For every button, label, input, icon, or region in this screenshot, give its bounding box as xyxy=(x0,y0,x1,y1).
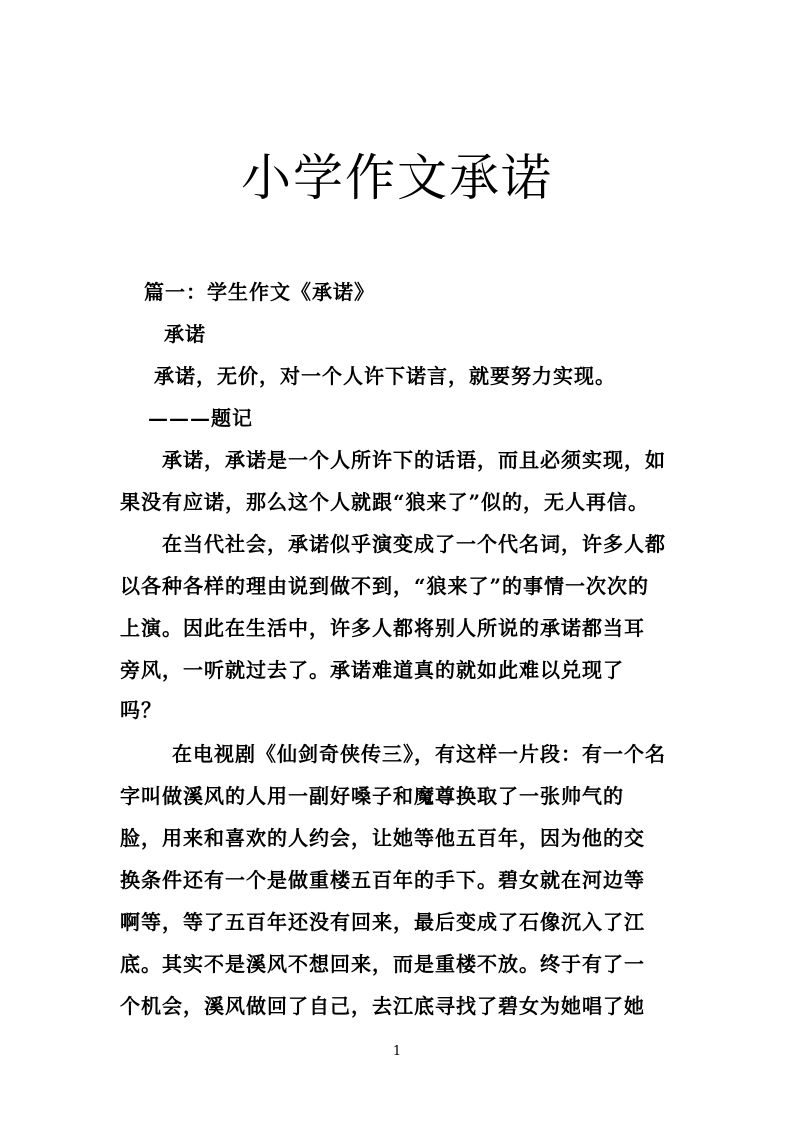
page-number: 1 xyxy=(392,1044,402,1059)
document-title: 小学作文承诺 xyxy=(241,149,553,207)
body-line: 吗？ xyxy=(120,698,162,722)
body-line: 以各种各样的理由说到做不到，“狼来了”的事情一次次的 xyxy=(120,574,650,598)
body-line: 底。其实不是溪风不想回来，而是重楼不放。终于有了一 xyxy=(120,952,645,976)
section-heading: 篇一：学生作文《承诺》 xyxy=(144,280,375,304)
body-line: 果没有应诺，那么这个人就跟“狼来了”似的，无人再信。 xyxy=(120,490,650,514)
body-line: 承诺，承诺是一个人所许下的话语，而且必须实现，如 xyxy=(162,448,666,472)
body-line: 个机会，溪风做回了自己，去江底寻找了碧女为她唱了她 xyxy=(120,994,645,1018)
body-line: 字叫做溪风的人用一副好嗓子和魔尊换取了一张帅气的 xyxy=(120,784,624,808)
epigraph: 承诺，无价，对一个人许下诺言，就要努力实现。 xyxy=(154,364,616,388)
body-line: 啊等，等了五百年还没有回来，最后变成了石像沉入了江 xyxy=(120,910,645,934)
body-line: 在电视剧《仙剑奇侠传三》，有这样一片段：有一个名 xyxy=(172,742,666,766)
body-line: 旁风，一听就过去了。承诺难道真的就如此难以兑现了 xyxy=(120,658,624,682)
body-line: 换条件还有一个是做重楼五百年的手下。碧女就在河边等 xyxy=(120,868,645,892)
epigraph-attribution: ———题记 xyxy=(148,406,253,430)
body-line: 上演。因此在生活中，许多人都将别人所说的承诺都当耳 xyxy=(120,616,645,640)
body-line: 脸，用来和喜欢的人约会，让她等他五百年，因为他的交 xyxy=(120,826,645,850)
body-line: 在当代社会，承诺似乎演变成了一个代名词，许多人都 xyxy=(162,532,666,556)
essay-title: 承诺 xyxy=(164,322,206,346)
